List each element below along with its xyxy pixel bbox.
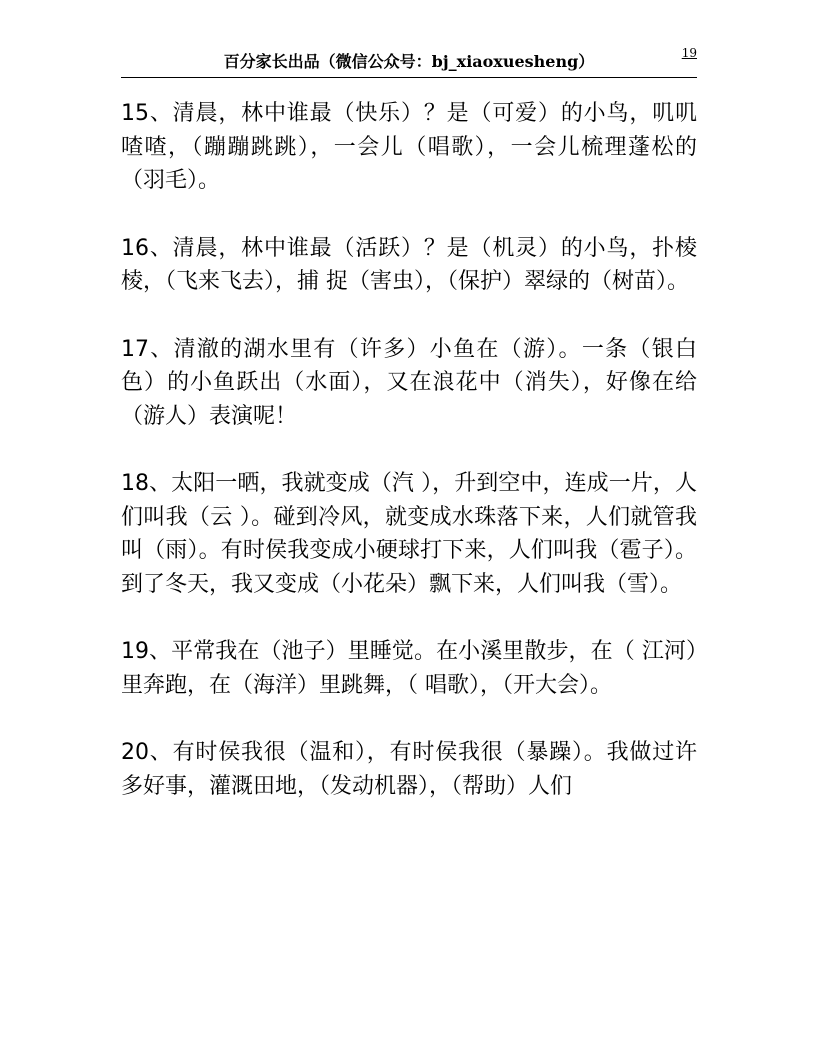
paragraph-17: 17、清澈的湖水里有（许多）小鱼在（游）。一条（银白色）的小鱼跃出（水面），又在浪花中（消失），好像在给（游人）表演呢！ [121, 336, 697, 429]
paragraph-15: 15、清晨，林中谁最（快乐）？是（可爱）的小鸟，叽叽喳喳，（蹦蹦跳跳），一会儿（唱歌），一会儿梳理蓬松的（羽毛）。 [121, 101, 697, 193]
page-number: 19 [681, 46, 697, 60]
page-header [121, 40, 697, 78]
paragraph-19: 19、平常我在（池子）里睡觉。在小溪里散步，在（ 江河）里奔跑，在（海洋）里跳舞，（ 唱歌），（开大会）。 [121, 639, 697, 698]
paragraph-20: 20、有时侯我很（温和），有时侯我很（暴躁）。我做过许多好事，灌溉田地，（发动机器），（帮助）人们 [121, 740, 697, 799]
paragraph-16: 16、清晨，林中谁最（活跃）？是（机灵）的小鸟，扑棱棱，（飞来飞去），捕 捉（害虫），（保护）翠绿的（树苗）。 [121, 235, 697, 294]
document-body [121, 97, 697, 837]
paragraph-18: 18、太阳一晒，我就变成（汽 ），升到空中，连成一片，人们叫我（云 ）。碰到冷风，就变成水珠落下来，人们就管我叫（雨）。有时侯我变成小硬球打下来，人们叫我（雹子）。到了冬天，我又变成（小花朵）飘下来，人们叫我（雪）。 [121, 471, 697, 597]
header-divider [121, 77, 697, 78]
header-title: 百分家长出品（微信公众号：bj_xiaoxuesheng） [223, 52, 595, 71]
